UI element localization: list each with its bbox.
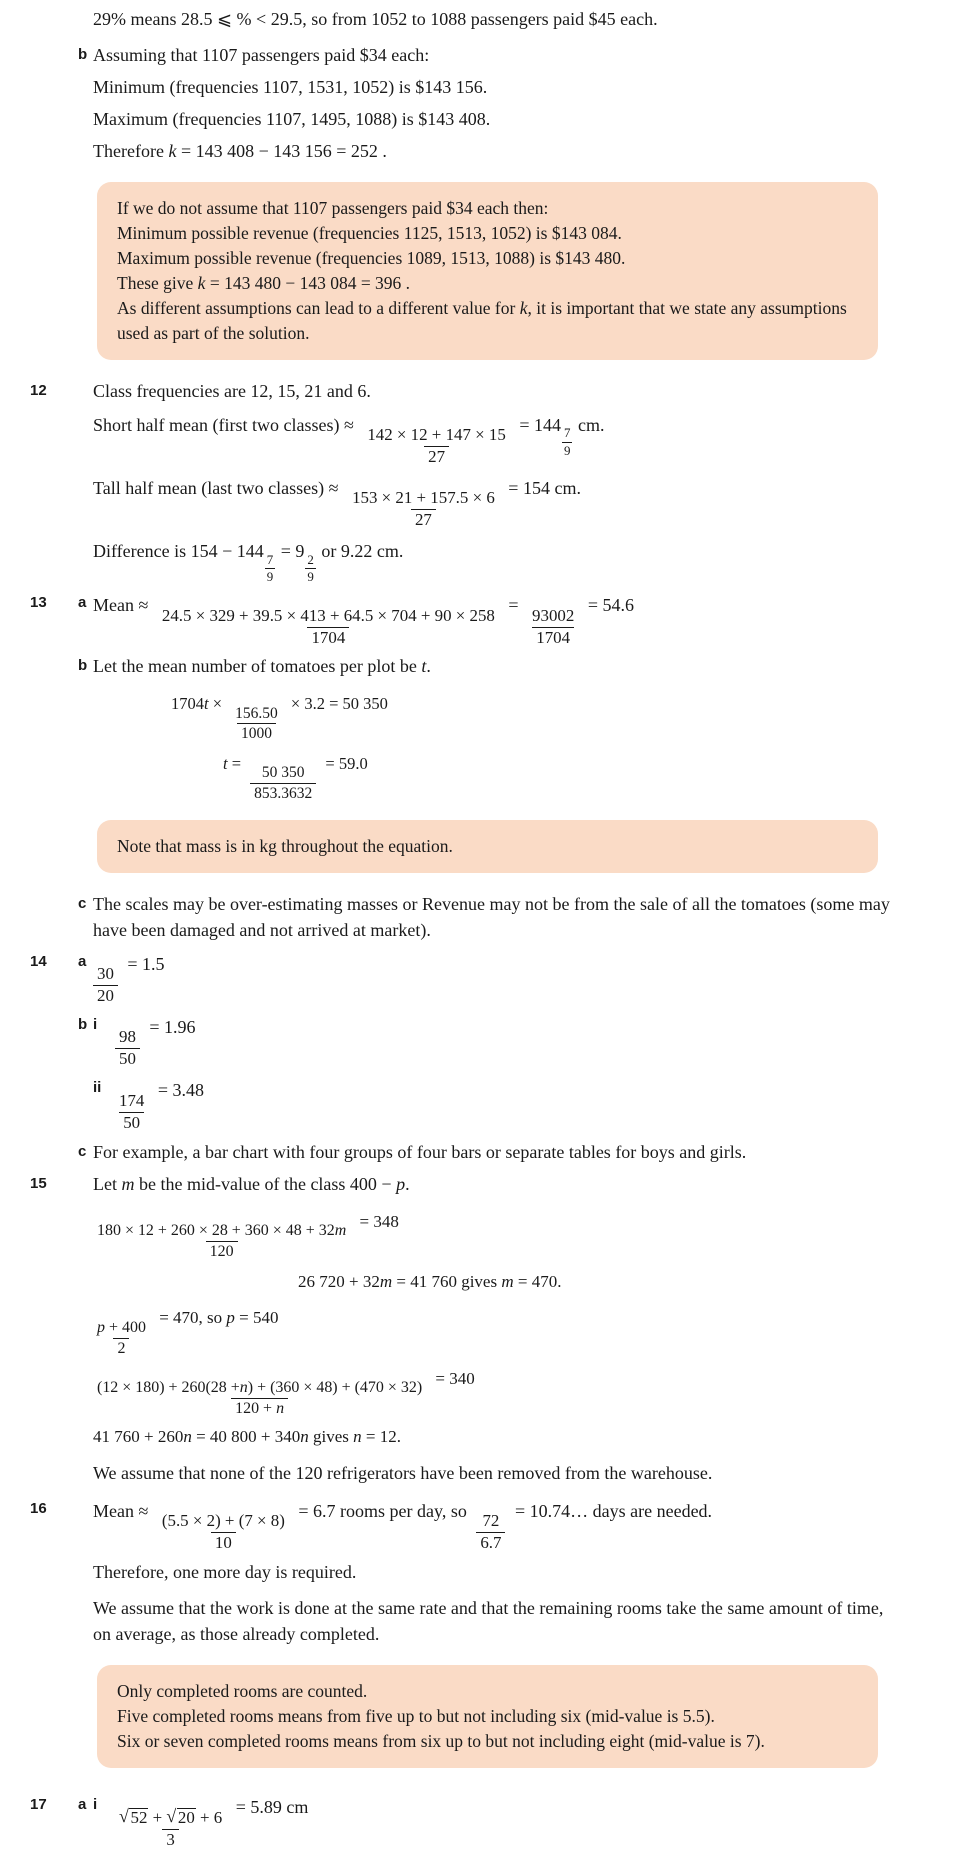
q16-therefore-text: Therefore, one more day is required. xyxy=(93,1562,357,1583)
therefore-variable-k: k xyxy=(168,141,177,161)
q14c-letter: c xyxy=(78,1142,87,1160)
q15-equation-2-row xyxy=(0,1267,960,1297)
q15-eq2-var-m2: m xyxy=(501,1272,514,1292)
spacer-ltr xyxy=(78,106,93,108)
q15-eq2-c: = 470. xyxy=(517,1272,562,1292)
q13a-letter: a xyxy=(78,594,87,612)
q12-intro-text: Class frequencies are 12, 15, 21 and 6. xyxy=(93,381,371,401)
q14b-i-row xyxy=(0,1012,960,1069)
q16-row xyxy=(0,1496,960,1553)
q14b-ii-denominator: 50 xyxy=(119,1112,144,1133)
q15-equation-5 xyxy=(93,1424,900,1450)
q13a-equation xyxy=(93,590,900,647)
q15-variable-m: m xyxy=(121,1173,135,1194)
q13a-denominator-1: 1704 xyxy=(307,627,349,648)
spacer-ltr xyxy=(78,1559,93,1561)
q17-radicand-20: 20 xyxy=(177,1807,195,1827)
q16-assumption-row xyxy=(0,1595,960,1647)
q15-eq4-num-var-n: n xyxy=(239,1379,248,1397)
q11b-maximum-text: Maximum (frequencies 1107, 1495, 1088) is $143 408. xyxy=(93,109,491,129)
spacer-num xyxy=(30,106,78,108)
q15-eq4-result: = 340 xyxy=(435,1368,475,1388)
q15-number: 15 xyxy=(30,1174,47,1192)
q14a-numerator: 30 xyxy=(97,964,114,984)
tall-half-label: Tall half mean (last two classes) xyxy=(93,478,325,499)
top-continuation-row xyxy=(0,6,960,32)
q17-denominator: 3 xyxy=(162,1829,178,1850)
q11b-letter: b xyxy=(78,46,88,63)
q11b-minimum-text: Minimum (frequencies 1107, 1531, 1052) is $143 156. xyxy=(93,77,488,97)
q13a-fraction-2 xyxy=(528,607,578,648)
tall-half-fraction xyxy=(348,489,499,530)
short-half-approx: ≈ xyxy=(343,415,354,435)
q13b-eq2-equals: = xyxy=(231,753,242,773)
q17-result: = 5.89 cm xyxy=(235,1797,309,1818)
q14a-denominator: 20 xyxy=(93,985,118,1006)
q13b-variable-t: t xyxy=(421,656,427,677)
q15-eq3-result-a: = 470, so xyxy=(159,1308,223,1328)
q15-equation-5-row xyxy=(0,1424,960,1450)
q15-intro-b: be the mid-value of the class 400 − xyxy=(139,1173,392,1194)
q16-assumption-text: We assume that the work is done at the same rate and that the remaining rooms take the same amount of time, on average, as those already completed. xyxy=(93,1598,884,1645)
difference-a-fraction xyxy=(265,553,275,584)
q15-eq1-result: = 348 xyxy=(359,1211,399,1231)
therefore-prefix: Therefore xyxy=(93,141,164,161)
spacer-num xyxy=(30,1267,78,1269)
q15-equation-1-row xyxy=(0,1207,960,1262)
spacer-num xyxy=(30,653,78,655)
callout-box-completed-rooms xyxy=(97,1665,878,1768)
q12-difference-equation xyxy=(93,536,900,584)
q13a-numerator-1: 24.5 × 329 + 39.5 × 413 + 64.5 × 704 + 90 × 258 xyxy=(161,605,495,625)
spacer-ltr xyxy=(78,536,93,538)
q13b-text-suffix: . xyxy=(426,656,431,677)
q15-eq1-num-var-m: m xyxy=(334,1222,347,1240)
short-half-unit: cm. xyxy=(577,415,605,435)
q17-equation xyxy=(115,1792,900,1849)
q14b-ii-row xyxy=(0,1075,960,1132)
q13b-denominator: 1000 xyxy=(237,723,276,742)
q14b-i-numerator: 98 xyxy=(119,1027,136,1047)
q17-plus-2: + 6 xyxy=(200,1807,223,1827)
spacer-num xyxy=(30,1012,78,1014)
q12-letter-blank xyxy=(78,378,93,380)
short-half-equals: = xyxy=(519,415,530,435)
tall-half-result: 154 xyxy=(522,478,550,499)
q13-number: 13 xyxy=(30,594,47,612)
short-half-mixed-fraction xyxy=(562,426,572,457)
q12-tall-half-row xyxy=(0,473,960,530)
spacer-num xyxy=(30,473,78,475)
short-half-mixed-num: 7 xyxy=(563,425,571,441)
q15-equation-2 xyxy=(93,1267,900,1297)
spacer-ltr xyxy=(78,749,93,751)
q15-eq4-num-b: ) + (360 × 48) + (470 × 32) xyxy=(247,1379,423,1397)
q17-number: 17 xyxy=(30,1796,47,1814)
item-number-blank xyxy=(30,6,78,8)
q15-intro-a: Let xyxy=(93,1173,117,1194)
difference-prefix: Difference is 154 − xyxy=(93,541,233,562)
q15-eq4-denominator xyxy=(231,1398,288,1418)
q16-numerator-2: 72 xyxy=(482,1511,500,1531)
q13b-eq2-result: = 59.0 xyxy=(325,753,368,773)
spacer-ltr xyxy=(78,1595,93,1597)
q14a-row xyxy=(0,949,960,1006)
q13c-text: The scales may be over-estimating masses or Revenue may not be from the sale of all the tomatoes (some may have been damaged and not arrived at market). xyxy=(93,893,890,940)
q13b-eq2-numerator: 50 350 xyxy=(261,764,305,782)
spacer-num xyxy=(30,1139,78,1141)
q15-eq5-var-n1: n xyxy=(183,1427,192,1447)
q17-fraction xyxy=(115,1807,226,1850)
q13b-eq2-fraction xyxy=(250,764,316,802)
q11b-therefore-text xyxy=(93,138,900,164)
q14a-fraction xyxy=(93,965,118,1006)
q13a-equals-2: = xyxy=(587,595,598,616)
item-letter-blank xyxy=(78,6,93,8)
callout3-line-2: Five completed rooms means from five up to but not including six (mid-value is 5.5). xyxy=(117,1706,715,1727)
tall-half-unit: cm. xyxy=(554,478,581,499)
spacer-ltr xyxy=(78,1460,93,1462)
q15-eq5-a: 41 760 + 260 xyxy=(93,1427,184,1447)
short-half-fraction xyxy=(363,426,510,467)
difference-a-num: 7 xyxy=(266,551,274,567)
difference-b-num: 2 xyxy=(307,551,314,567)
q15-eq2-a: 26 720 + 32 xyxy=(298,1272,380,1292)
q15-equation-1 xyxy=(93,1207,900,1262)
therefore-rest: = 143 408 − 143 156 = 252 . xyxy=(180,141,387,161)
q15-eq2-var-m1: m xyxy=(379,1272,393,1292)
q13a-fraction-1 xyxy=(158,607,499,648)
callout2-line: Note that mass is in kg throughout the equation. xyxy=(117,835,453,856)
last-variable-k: k xyxy=(519,298,528,318)
q13b-equation-2 xyxy=(93,749,900,802)
short-half-denominator: 27 xyxy=(424,446,449,467)
q13b-lead-num: 1704 xyxy=(171,694,204,714)
q15-eq3-result-var-p: p xyxy=(226,1308,235,1328)
q14c-row xyxy=(0,1139,960,1165)
callout1-last-paragraph xyxy=(117,296,860,346)
spacer-ltr xyxy=(78,1267,93,1269)
tall-half-numerator: 153 × 21 + 157.5 × 6 xyxy=(352,488,495,508)
q16-therefore-row xyxy=(0,1559,960,1585)
q15-eq5-b: = 40 800 + 340 xyxy=(196,1427,301,1447)
q15-eq2-b: = 41 760 gives xyxy=(396,1272,498,1292)
q13a-equals-1: = xyxy=(508,595,519,616)
q13b-equation-1 xyxy=(93,689,900,742)
q14-number: 14 xyxy=(30,952,47,970)
q13c-row xyxy=(0,891,960,943)
difference-b-fraction xyxy=(305,553,315,584)
short-half-numerator: 142 × 12 + 147 × 15 xyxy=(367,425,506,445)
q15-equation-3 xyxy=(93,1303,900,1358)
q15-eq4-den-var-n: n xyxy=(276,1400,285,1418)
q15-equation-3-row xyxy=(0,1303,960,1358)
difference-term-a xyxy=(236,541,276,585)
q15-assumption-row xyxy=(0,1460,960,1486)
spacer-num xyxy=(30,1595,78,1597)
callout1-line-3: Maximum possible revenue (frequencies 1089, 1513, 1088) is $143 480. xyxy=(117,248,626,268)
q12-difference-row xyxy=(0,536,960,584)
q16-fraction-2 xyxy=(476,1512,505,1553)
q16-approx: ≈ xyxy=(138,1501,149,1522)
q16-denominator-2: 6.7 xyxy=(476,1532,505,1553)
q15-intro-text xyxy=(93,1171,900,1197)
difference-suffix: or 9.22 cm. xyxy=(321,541,404,562)
q13b-times-1: × xyxy=(212,694,223,714)
callout-box-mass-note xyxy=(97,820,878,873)
spacer-num xyxy=(30,536,78,538)
last-part-a: As different assumptions can lead to a different value for xyxy=(117,298,516,318)
q15-equation-4 xyxy=(93,1364,900,1419)
short-half-label: Short half mean (first two classes) xyxy=(93,415,340,435)
difference-b-den: 9 xyxy=(307,569,314,585)
q15-eq3-num-rest: + 400 xyxy=(108,1318,146,1336)
spacer-num xyxy=(30,1364,78,1366)
q15-eq4-den-a: 120 + xyxy=(235,1400,273,1418)
q15-eq1-fraction xyxy=(93,1222,350,1261)
q12-short-half-equation xyxy=(93,410,900,467)
q16-equation xyxy=(93,1496,900,1553)
callout3-line-1: Only completed rooms are counted. xyxy=(117,1681,368,1702)
q15-equation-4-row xyxy=(0,1364,960,1419)
q11b-maximum-row xyxy=(0,106,960,132)
spacer-num xyxy=(30,138,78,140)
spacer-num xyxy=(30,749,78,751)
q15-eq3-numerator xyxy=(93,1319,150,1338)
q14b-roman-ii: ii xyxy=(93,1079,102,1097)
q12-short-half-row xyxy=(0,410,960,467)
q13b-lead-term xyxy=(171,694,209,713)
tall-half-denominator: 27 xyxy=(411,509,436,530)
spacer-ltr xyxy=(78,1075,93,1077)
callout3-line-3: Six or seven completed rooms means from six up to but not including eight (mid-value is 7). xyxy=(117,1731,765,1752)
q13b-times-2-rest: × 3.2 = 50 350 xyxy=(290,694,388,714)
q13b-numerator: 156.50 xyxy=(235,704,278,722)
difference-term-b xyxy=(295,541,316,585)
q14a-letter: a xyxy=(78,952,87,970)
spacer-num xyxy=(30,74,78,76)
q14b-ii-equation xyxy=(115,1075,900,1132)
sqrt-icon-52 xyxy=(119,1807,148,1828)
top-continuation-text: 29% means 28.5 ⩽ % < 29.5, so from 1052 to 1088 passengers paid $45 each. xyxy=(93,9,658,29)
q16-denominator-1: 10 xyxy=(211,1532,236,1553)
spacer-ltr xyxy=(78,1364,93,1366)
q15-eq4-num-a: (12 × 180) + 260(28 + xyxy=(97,1379,240,1397)
these-give-prefix: These give xyxy=(117,273,194,293)
spacer-num xyxy=(30,1559,78,1561)
q13b-text xyxy=(93,653,900,679)
q13b-row xyxy=(0,653,960,679)
q17-radicand-52: 52 xyxy=(130,1807,148,1827)
q16-mid-text: = 6.7 rooms per day, so xyxy=(298,1501,467,1522)
q15-eq3-denominator: 2 xyxy=(113,1338,129,1358)
short-half-mixed-den: 9 xyxy=(563,442,571,458)
q15-eq5-var-n3: n xyxy=(353,1427,362,1447)
tall-half-approx: ≈ xyxy=(328,478,339,499)
q12-row xyxy=(0,378,960,404)
q13b-eq2-variable-t: t xyxy=(223,753,228,773)
q13b-equation-2-row xyxy=(0,749,960,802)
q15-eq3-result-b: = 540 xyxy=(239,1308,279,1328)
tall-half-equals: = xyxy=(508,478,519,499)
callout1-line-2: Minimum possible revenue (frequencies 1125, 1513, 1052) is $143 084. xyxy=(117,223,622,243)
tall-half-result-group xyxy=(523,478,581,498)
q15-variable-p: p xyxy=(396,1173,406,1194)
spacer-num xyxy=(30,1075,78,1077)
short-half-result xyxy=(533,415,605,458)
q15-letter-blank xyxy=(78,1171,93,1173)
spacer-num xyxy=(30,689,78,691)
spacer-num xyxy=(30,410,78,412)
spacer-ltr xyxy=(78,1207,93,1209)
q16-letter-blank xyxy=(78,1496,93,1498)
q13b-equation-1-row xyxy=(0,689,960,742)
q17-plus-1: + xyxy=(152,1807,163,1827)
q16-fraction-1 xyxy=(158,1512,289,1553)
q15-intro-c: . xyxy=(405,1173,410,1194)
difference-a-den: 9 xyxy=(266,569,274,585)
q11b-therefore-row xyxy=(0,138,960,164)
q15-eq1-denominator: 120 xyxy=(206,1241,238,1261)
q11b-lead: Assuming that 1107 passengers paid $34 each: xyxy=(93,45,430,65)
q11b-row xyxy=(0,42,960,68)
callout-box-assumptions xyxy=(97,182,878,360)
callout1-these-give xyxy=(117,271,860,296)
q14b-i-result: = 1.96 xyxy=(149,1017,196,1038)
spacer-ltr xyxy=(78,1424,93,1426)
q13c-letter: c xyxy=(78,894,87,912)
q15-eq4-fraction xyxy=(93,1379,426,1418)
difference-b-whole: 9 xyxy=(295,541,305,562)
spacer-ltr xyxy=(78,138,93,140)
callout1-line-1: If we do not assume that 1107 passengers paid $34 each then: xyxy=(117,198,549,218)
q14b-ii-numerator: 174 xyxy=(119,1090,145,1110)
q15-eq3-num-var-p: p xyxy=(97,1318,105,1336)
q14b-ii-result: = 3.48 xyxy=(157,1080,205,1101)
spacer-ltr xyxy=(78,473,93,475)
q13a-mean-label: Mean xyxy=(93,595,134,616)
q13b-eq2-denominator: 853.3632 xyxy=(250,783,316,802)
these-give-rest: = 143 480 − 143 084 = 396 . xyxy=(209,273,411,293)
q13a-result: 54.6 xyxy=(602,595,634,616)
spacer-ltr xyxy=(78,74,93,76)
q16-mean-label: Mean xyxy=(93,1501,134,1522)
q14b-i-equation xyxy=(115,1012,900,1069)
spacer-num xyxy=(30,1424,78,1426)
last-part-b: , it is important that we state any assumptions used as part of the solution. xyxy=(117,298,847,343)
q14b-roman-i: i xyxy=(93,1016,98,1034)
spacer-num xyxy=(30,1460,78,1462)
q15-eq1-num-a: 180 × 12 + 260 × 28 + 360 × 48 + 32 xyxy=(97,1222,335,1240)
difference-equals: = xyxy=(280,541,291,562)
q16-number: 16 xyxy=(30,1500,47,1518)
q15-eq5-c: gives xyxy=(313,1427,349,1447)
q17-roman-i: i xyxy=(93,1796,98,1814)
q12-number: 12 xyxy=(30,382,47,399)
these-give-variable-k: k xyxy=(197,273,206,293)
q15-row xyxy=(0,1171,960,1197)
q14b-letter: b xyxy=(78,1016,88,1034)
q15-eq5-d: = 12. xyxy=(365,1427,402,1447)
q14b-i-denominator: 50 xyxy=(115,1048,140,1069)
spacer-ltr xyxy=(78,410,93,412)
spacer-ltr xyxy=(78,1303,93,1305)
q16-numerator-1: (5.5 × 2) + (7 × 8) xyxy=(161,1511,285,1531)
q15-eq3-fraction xyxy=(93,1319,150,1358)
difference-a-whole: 144 xyxy=(236,541,264,562)
q14a-equation xyxy=(93,949,900,1006)
q15-eq5-var-n2: n xyxy=(300,1427,309,1447)
spacer-ltr xyxy=(78,689,93,691)
q16-tail-text: = 10.74… days are needed. xyxy=(514,1501,713,1522)
q13a-numerator-2: 93002 xyxy=(532,605,575,625)
short-half-whole: 144 xyxy=(533,415,561,435)
spacer-num xyxy=(30,891,78,893)
q13b-fraction xyxy=(231,705,282,743)
q13b-letter: b xyxy=(78,657,88,675)
q13a-denominator-2: 1704 xyxy=(532,627,574,648)
q14b-ii-fraction xyxy=(115,1092,148,1133)
q13b-lead-var: t xyxy=(204,694,209,714)
q14a-result: = 1.5 xyxy=(127,953,165,974)
q17-numerator xyxy=(115,1807,226,1829)
q11-number-blank xyxy=(30,42,78,44)
q13a-row xyxy=(0,590,960,647)
q13a-approx: ≈ xyxy=(138,595,149,616)
q15-assumption-text: We assume that none of the 120 refrigerators have been removed from the warehouse. xyxy=(93,1463,713,1484)
q14c-text: For example, a bar chart with four groups of four bars or separate tables for boys and girls. xyxy=(93,1141,747,1162)
spacer-num xyxy=(30,1207,78,1209)
q17-row xyxy=(0,1792,960,1849)
q15-eq1-numerator xyxy=(93,1222,350,1241)
q17-letter: a xyxy=(78,1796,87,1814)
q12-tall-half-equation xyxy=(93,473,900,530)
q15-eq4-numerator xyxy=(93,1379,426,1398)
sqrt-icon-20 xyxy=(166,1807,195,1828)
q13b-text-prefix: Let the mean number of tomatoes per plot be xyxy=(93,656,417,677)
q11b-minimum-row xyxy=(0,74,960,100)
q14b-i-fraction xyxy=(115,1028,140,1069)
spacer-num xyxy=(30,1303,78,1305)
